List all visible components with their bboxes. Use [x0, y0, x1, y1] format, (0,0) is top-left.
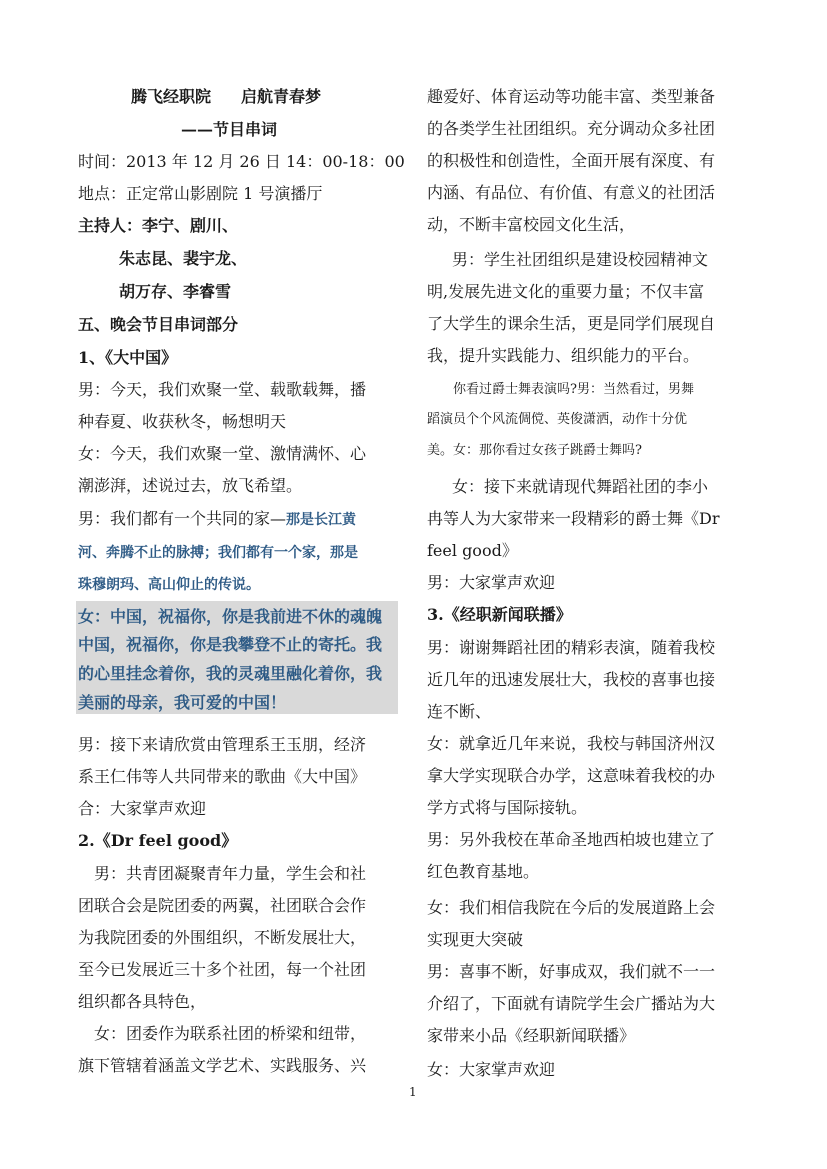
text-line: 女：我们相信我院在今后的发展道路上会: [427, 898, 716, 917]
section-heading: 五、晚会节目串词部分: [78, 315, 239, 334]
doc-title-part1: 腾飞经职院: [131, 87, 212, 106]
highlighted-text-line: 美丽的母亲，我可爱的中国！: [78, 693, 287, 712]
text-line: 男：谢谢舞蹈社团的精彩表演，随着我校: [427, 638, 716, 657]
text-line: 男：接下来请欣赏由管理系王玉朋，经济: [78, 735, 367, 754]
highlighted-text-line: 河、奔腾不止的脉搏；我们都有一个家，那是: [78, 545, 358, 561]
text-line: 冉等人为大家带来一段精彩的爵士舞《Dr: [427, 509, 720, 528]
text-line: 女：今天，我们欢聚一堂、激情满怀、心: [78, 444, 367, 463]
text-line: 男：学生社团组织是建设校园精神文: [452, 250, 709, 269]
text-line-part: 男：我们都有一个共同的家—: [78, 509, 287, 528]
text-line: 男：共青团凝聚青年力量，学生会和社: [94, 864, 367, 883]
text-line: 明,发展先进文化的重要力量；不仅丰富: [427, 282, 705, 301]
text-line: 趣爱好、体育运动等功能丰富、类型兼备: [427, 87, 716, 106]
highlighted-text-line: 中国，祝福你，你是我攀登不止的寄托。我: [78, 635, 383, 654]
text-line: 男：另外我校在革命圣地西柏坡也建立了: [427, 830, 716, 849]
text-line: 组织都各具特色，: [78, 992, 207, 1011]
text-line: 你看过爵士舞表演吗?男：当然看过，男舞: [453, 382, 694, 397]
text-line: 连不断、: [427, 702, 492, 721]
text-line: 女：大家掌声欢迎: [427, 1060, 556, 1079]
text-line: 女：团委作为联系社团的桥梁和纽带，: [94, 1024, 367, 1043]
text-line: 介绍了，下面就有请院学生会广播站为大: [427, 994, 716, 1013]
text-line: feel good》: [427, 541, 518, 560]
text-line: 潮澎湃，述说过去，放飞希望。: [78, 476, 303, 495]
text-line: 家带来小品《经职新闻联播》: [427, 1026, 636, 1045]
highlighted-text-line: 珠穆朗玛、高山仰止的传说。: [78, 577, 260, 593]
text-line: 蹈演员个个风流倜傥、英俊潇洒，动作十分优: [427, 412, 688, 427]
text-line: 合：大家掌声欢迎: [78, 799, 207, 818]
text-line: [78, 509, 356, 530]
text-line: 动，不断丰富校园文化生活，: [427, 215, 636, 234]
text-line: 美。女：那你看过女孩子跳爵士舞吗?: [427, 443, 642, 458]
hosts-line-3: 胡万存、李睿雪: [119, 282, 232, 301]
text-line: 系王仁伟等人共同带来的歌曲《大中国》: [78, 767, 367, 786]
text-line: 拿大学实现联合办学，这意味着我校的办: [427, 766, 716, 785]
text-line: 男：喜事不断，好事成双，我们就不一一: [427, 962, 716, 981]
text-line: 至今已发展近三十多个社团，每一个社团: [78, 960, 367, 979]
program-2-heading: 2.《Dr feel good》: [78, 831, 238, 850]
event-time: 时间：2013 年 12 月 26 日 14：00-18：00: [78, 152, 405, 171]
text-line: 种春夏、收获秋冬，畅想明天: [78, 412, 287, 431]
text-line: 的积极性和创造性，全面开展有深度、有: [427, 151, 716, 170]
text-line: 红色教育基地。: [427, 862, 540, 881]
text-line: 旗下管辖着涵盖文学艺术、实践服务、兴: [78, 1056, 367, 1075]
text-line: 学方式将与国际接轨。: [427, 798, 588, 817]
text-line: 了大学生的课余生活，更是同学们展现自: [427, 314, 716, 333]
text-line: 女：就拿近几年来说，我校与韩国济州汉: [427, 734, 716, 753]
page-number: 1: [409, 1085, 417, 1099]
text-line: 男：今天，我们欢聚一堂、载歌载舞，播: [78, 380, 367, 399]
text-line: 内涵、有品位、有价值、有意义的社团活: [427, 183, 716, 202]
program-3-heading: 3.《经职新闻联播》: [427, 605, 572, 624]
hosts-line-1: 主持人：李宁、剧川、: [78, 216, 239, 235]
text-line: 我，提升实践能力、组织能力的平台。: [427, 346, 700, 365]
highlighted-text: 那是长江黄: [286, 512, 357, 528]
text-line: 女：接下来就请现代舞蹈社团的李小: [452, 477, 709, 496]
text-line: 实现更大突破: [427, 930, 524, 949]
doc-title-part2: 启航青春梦: [241, 87, 322, 106]
doc-subtitle: ——节目串词: [181, 120, 278, 139]
text-line: 男：大家掌声欢迎: [427, 573, 556, 592]
text-line: 团联合会是院团委的两翼，社团联合会作: [78, 896, 367, 915]
event-place: 地点：正定常山影剧院 1 号演播厅: [78, 184, 323, 203]
text-line: 的各类学生社团组织。充分调动众多社团: [427, 119, 716, 138]
program-1-heading: 1、《大中国》: [78, 348, 178, 367]
text-line: 近几年的迅速发展壮大，我校的喜事也接: [427, 670, 716, 689]
highlighted-text-line: 女：中国，祝福你，你是我前进不休的魂魄: [78, 607, 383, 626]
text-line: 为我院团委的外围组织，不断发展壮大，: [78, 928, 367, 947]
hosts-line-2: 朱志昆、裴宇龙、: [119, 249, 248, 268]
highlighted-text-line: 的心里挂念着你，我的灵魂里融化着你，我: [78, 664, 383, 683]
